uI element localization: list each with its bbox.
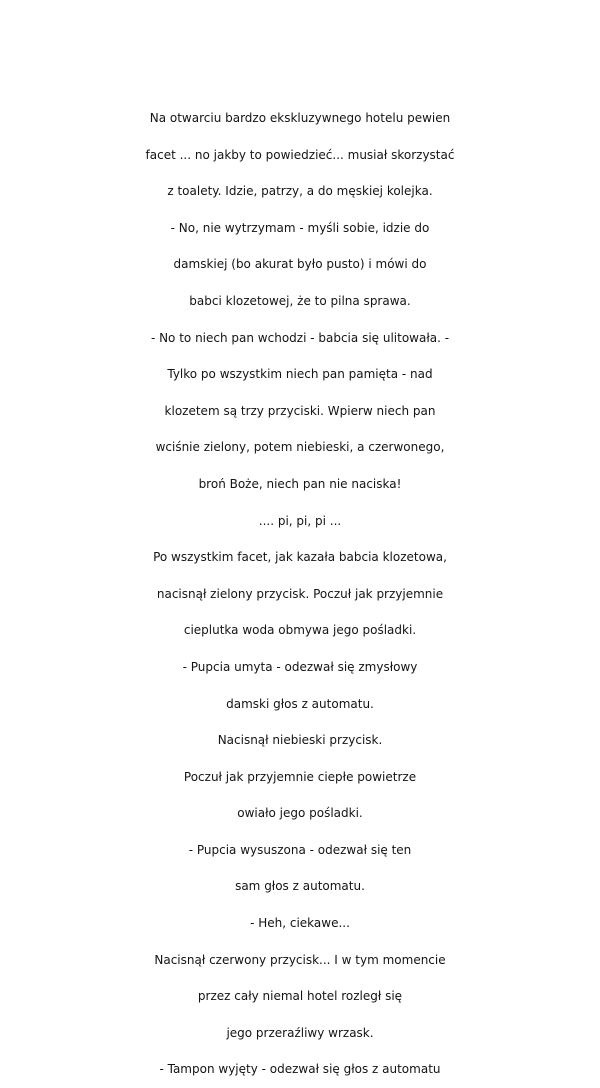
text-line-7: - No to niech pan wchodzi - babcia się ulitowała. - [150, 330, 450, 345]
joke-text-block [0, 100, 600, 1088]
text-line-6: babci klozetowej, że to pilna sprawa. [189, 293, 411, 308]
text-line-3: z toalety. Idzie, patrzy, a do męskiej kolejka. [167, 184, 433, 199]
text-line-26: jego przeraźliwy wrzask. [226, 1025, 374, 1040]
text-line-5: damskiej (bo akurat było pusto) i mówi do [173, 257, 427, 272]
text-line-22: sam głos z automatu. [235, 879, 365, 894]
text-line-11: broń Boże, niech pan nie naciska! [198, 476, 402, 491]
text-line-8: Tylko po wszystkim niech pan pamięta - nad [167, 367, 433, 382]
text-line-14: nacisnął zielony przycisk. Poczuł jak przyjemnie [156, 586, 444, 601]
text-line-12: .... pi, pi, pi ... [258, 513, 342, 528]
text-line-1: Na otwarciu bardzo ekskluzywnego hotelu pewien [149, 111, 451, 125]
text-line-19: Poczuł jak przyjemnie ciepłe powietrze [183, 769, 417, 784]
text-line-25: przez cały niemal hotel rozległ się [197, 989, 403, 1004]
text-line-2: facet ... no jakby to powiedzieć... musiał skorzystać [145, 147, 455, 162]
text-line-27: - Tampon wyjęty - odezwał się głos z automatu [159, 1062, 441, 1077]
text-line-24: Nacisnął czerwony przycisk... I w tym momencie [154, 952, 446, 967]
text-line-20: owiało jego pośladki. [237, 806, 363, 821]
text-line-13: Po wszystkim facet, jak kazała babcia klozetowa, [153, 550, 447, 565]
text-line-23: - Heh, ciekawe... [250, 916, 350, 931]
text-line-4: - No, nie wytrzymam - myśli sobie, idzie do [170, 220, 430, 235]
text-line-16: - Pupcia umyta - odezwał się zmysłowy [182, 659, 418, 674]
text-line-18: Nacisnął niebieski przycisk. [217, 733, 383, 748]
text-line-21: - Pupcia wysuszona - odezwał się ten [188, 842, 412, 857]
text-line-10: wciśnie zielony, potem niebieski, a czerwonego, [155, 440, 445, 455]
text-line-17: damski głos z automatu. [226, 696, 374, 711]
text-line-9: klozetem są trzy przyciski. Wpierw niech pan [164, 403, 436, 418]
text-line-15: cieplutka woda obmywa jego pośladki. [183, 623, 417, 638]
